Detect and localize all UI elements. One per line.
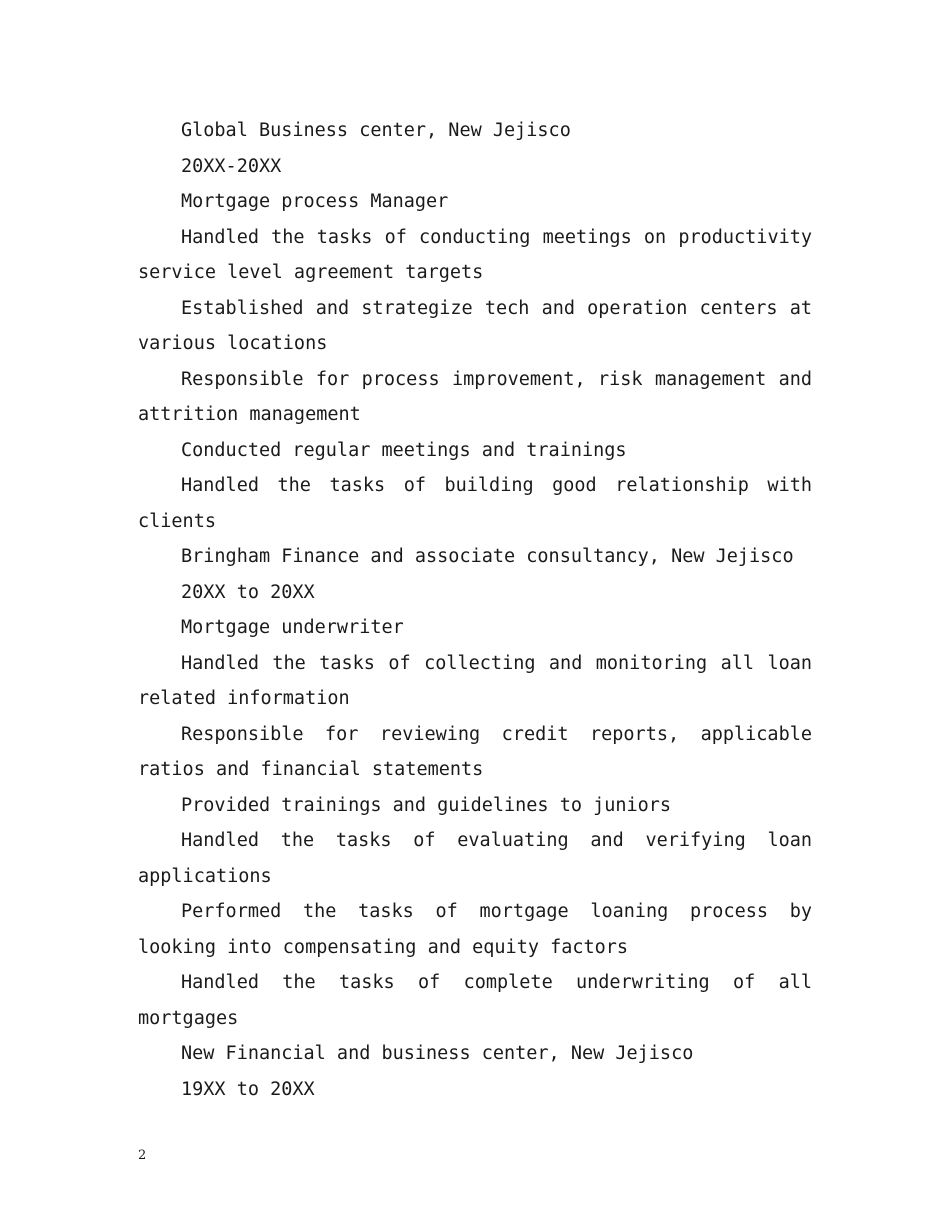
paragraph-duty: Handled the tasks of collecting and monitoring all loan related information (138, 652, 812, 709)
paragraph-role-1: Mortgage process Manager (181, 191, 449, 212)
paragraph-dates-1: 20XX-20XX (181, 155, 282, 177)
paragraph-duty: Established and strategize tech and operation centers at various locations (138, 297, 812, 354)
paragraph-duty: Conducted regular meetings and trainings (181, 439, 627, 461)
paragraph-employer-2: Bringham Finance and associate consultancy, New Jejisco (181, 546, 794, 567)
paragraph-role-2: Mortgage underwriter (181, 617, 404, 638)
paragraph-dates-2: 20XX to 20XX (181, 581, 315, 603)
paragraph-duty: Responsible for process improvement, risk management and attrition management (138, 368, 812, 425)
paragraph-duty: Handled the tasks of conducting meetings on productivity service level agreement targets (138, 226, 812, 283)
paragraph-duty: Handled the tasks of complete underwriting of all mortgages (138, 972, 812, 1029)
page-number: 2 (138, 1148, 147, 1163)
paragraph-duty: Handled the tasks of building good relationship with clients (138, 475, 812, 532)
paragraph-duty: Responsible for reviewing credit reports, applicable ratios and financial statements (138, 723, 812, 780)
document-body (138, 113, 812, 1107)
paragraph-duty: Performed the tasks of mortgage loaning process by looking into compensating and equity factors (138, 901, 812, 958)
paragraph-dates-3: 19XX to 20XX (181, 1078, 315, 1100)
paragraph-duty: Handled the tasks of evaluating and verifying loan applications (138, 830, 812, 887)
paragraph-employer-1: Global Business center, New Jejisco (181, 120, 571, 141)
paragraph-employer-3: New Financial and business center, New Jejisco (181, 1043, 694, 1064)
paragraph-duty: Provided trainings and guidelines to juniors (181, 794, 672, 816)
